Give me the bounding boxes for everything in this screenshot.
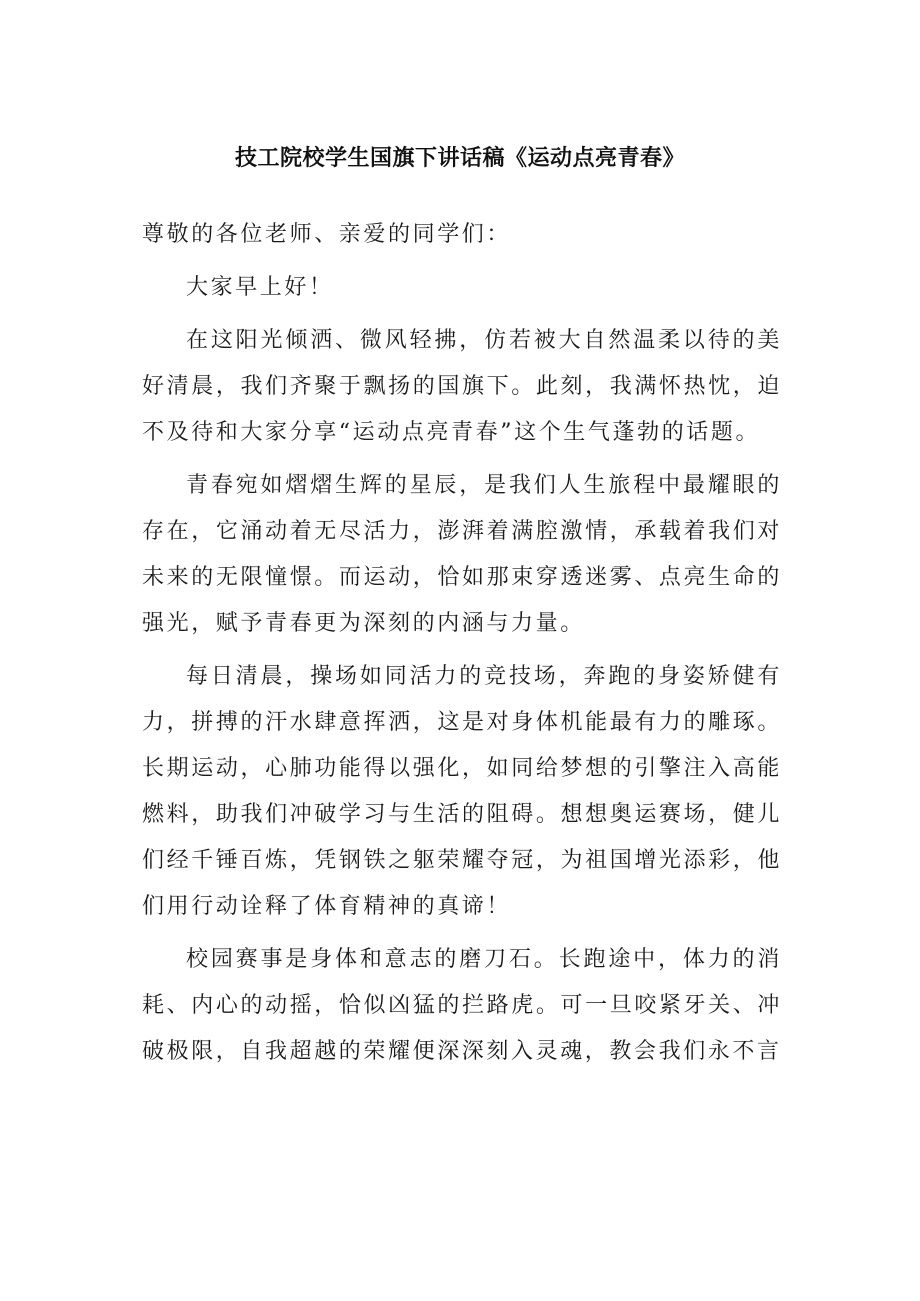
paragraph-youth: 青春宛如熠熠生辉的星辰，是我们人生旅程中最耀眼的存在，它涌动着无尽活力，澎湃着满腔激情，承载着我们对未来的无限憧憬。而运动，恰如那束穿透迷雾、点亮生命的强光，赋予青春更为深刻的内涵与力量。	[142, 473, 782, 636]
paragraph-campus-events: 校园赛事是身体和意志的磨刀石。长跑途中，体力的消耗、内心的动摇，恰似凶猛的拦路虎。可一旦咬紧牙关、冲破极限，自我超越的荣耀便深深刻入灵魂，教会我们永不言	[142, 947, 782, 1064]
salutation: 尊敬的各位老师、亲爱的同学们：	[142, 222, 512, 247]
paragraph-opening: 在这阳光倾洒、微风轻拂，仿若被大自然温柔以待的美好清晨，我们齐聚于飘扬的国旗下。此刻，我满怀热忱，迫不及待和大家分享“运动点亮青春”这个生气蓬勃的话题。	[142, 328, 782, 445]
document-title: 技工院校学生国旗下讲话稿《运动点亮青春》	[234, 146, 685, 171]
paragraph-morning-exercise: 每日清晨，操场如同活力的竞技场，奔跑的身姿矫健有力，拼搏的汗水肆意挥洒，这是对身体机能最有力的雕琢。长期运动，心肺功能得以强化，如同给梦想的引擎注入高能燃料，助我们冲破学习与生活的阻碍。想想奥运赛场，健儿们经千锤百炼，凭钢铁之躯荣耀夺冠，为祖国增光添彩，他们用行动诠释了体育精神的真谛！	[142, 664, 782, 919]
paragraph-greeting: 大家早上好！	[186, 275, 334, 300]
document-body	[142, 212, 782, 1082]
